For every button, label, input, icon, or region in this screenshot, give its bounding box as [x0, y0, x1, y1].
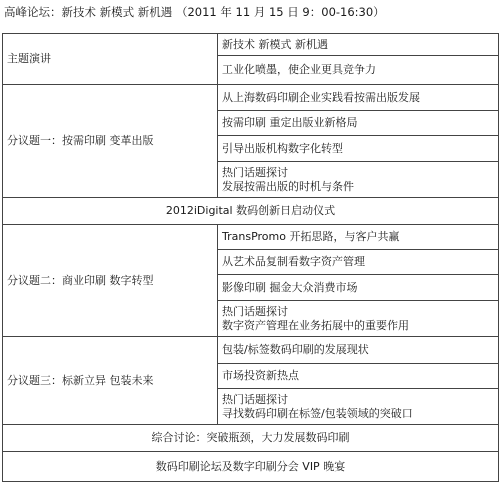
hot-topic-text: 数字资产管理在业务拓展中的重要作用 [222, 318, 409, 332]
hot-topic-cell [218, 301, 499, 337]
agenda-item: 影像印刷 掘金大众消费市场 [218, 275, 499, 301]
launch-ceremony: 2012iDigital 数码创新日启动仪式 [3, 198, 499, 225]
agenda-item: TransPromo 开拓思路，与客户共赢 [218, 225, 499, 250]
hot-topic-cell [218, 162, 499, 198]
session-sub3: 分议题三：标新立异 包装未来 [3, 337, 218, 425]
vip-banquet: 数码印刷论坛及数字印刷分会 VIP 晚宴 [3, 452, 499, 482]
agenda-item: 市场投资新热点 [218, 364, 499, 389]
hot-topic-text: 寻找数码印刷在标签/包装领域的突破口 [222, 406, 413, 420]
agenda-item: 从上海数码印刷企业实践看按需出版发展 [218, 85, 499, 111]
agenda-item: 新技术 新模式 新机遇 [218, 34, 499, 56]
hot-topic-title: 热门话题探讨 [222, 304, 288, 318]
session-sub1: 分议题一：按需印刷 变革出版 [3, 85, 218, 198]
hot-topic-title: 热门话题探讨 [222, 165, 288, 179]
hot-topic-cell [218, 389, 499, 425]
forum-title: 高峰论坛：新技术 新模式 新机遇 （2011 年 11 月 15 日 9：00-16:30） [4, 5, 385, 19]
session-sub2: 分议题二：商业印刷 数字转型 [3, 225, 218, 337]
agenda-item: 引导出版机构数字化转型 [218, 136, 499, 162]
session-keynote: 主题演讲 [3, 34, 218, 85]
agenda-item: 从艺术品复制看数字资产管理 [218, 250, 499, 275]
hot-topic-text: 发展按需出版的时机与条件 [222, 179, 354, 193]
agenda-item: 工业化喷墨，使企业更具竞争力 [218, 56, 499, 85]
agenda-item: 按需印刷 重定出版业新格局 [218, 111, 499, 136]
agenda-table [2, 33, 499, 482]
general-discussion: 综合讨论：突破瓶颈，大力发展数码印刷 [3, 425, 499, 452]
hot-topic-title: 热门话题探讨 [222, 392, 288, 406]
agenda-item: 包装/标签数码印刷的发展现状 [218, 337, 499, 364]
